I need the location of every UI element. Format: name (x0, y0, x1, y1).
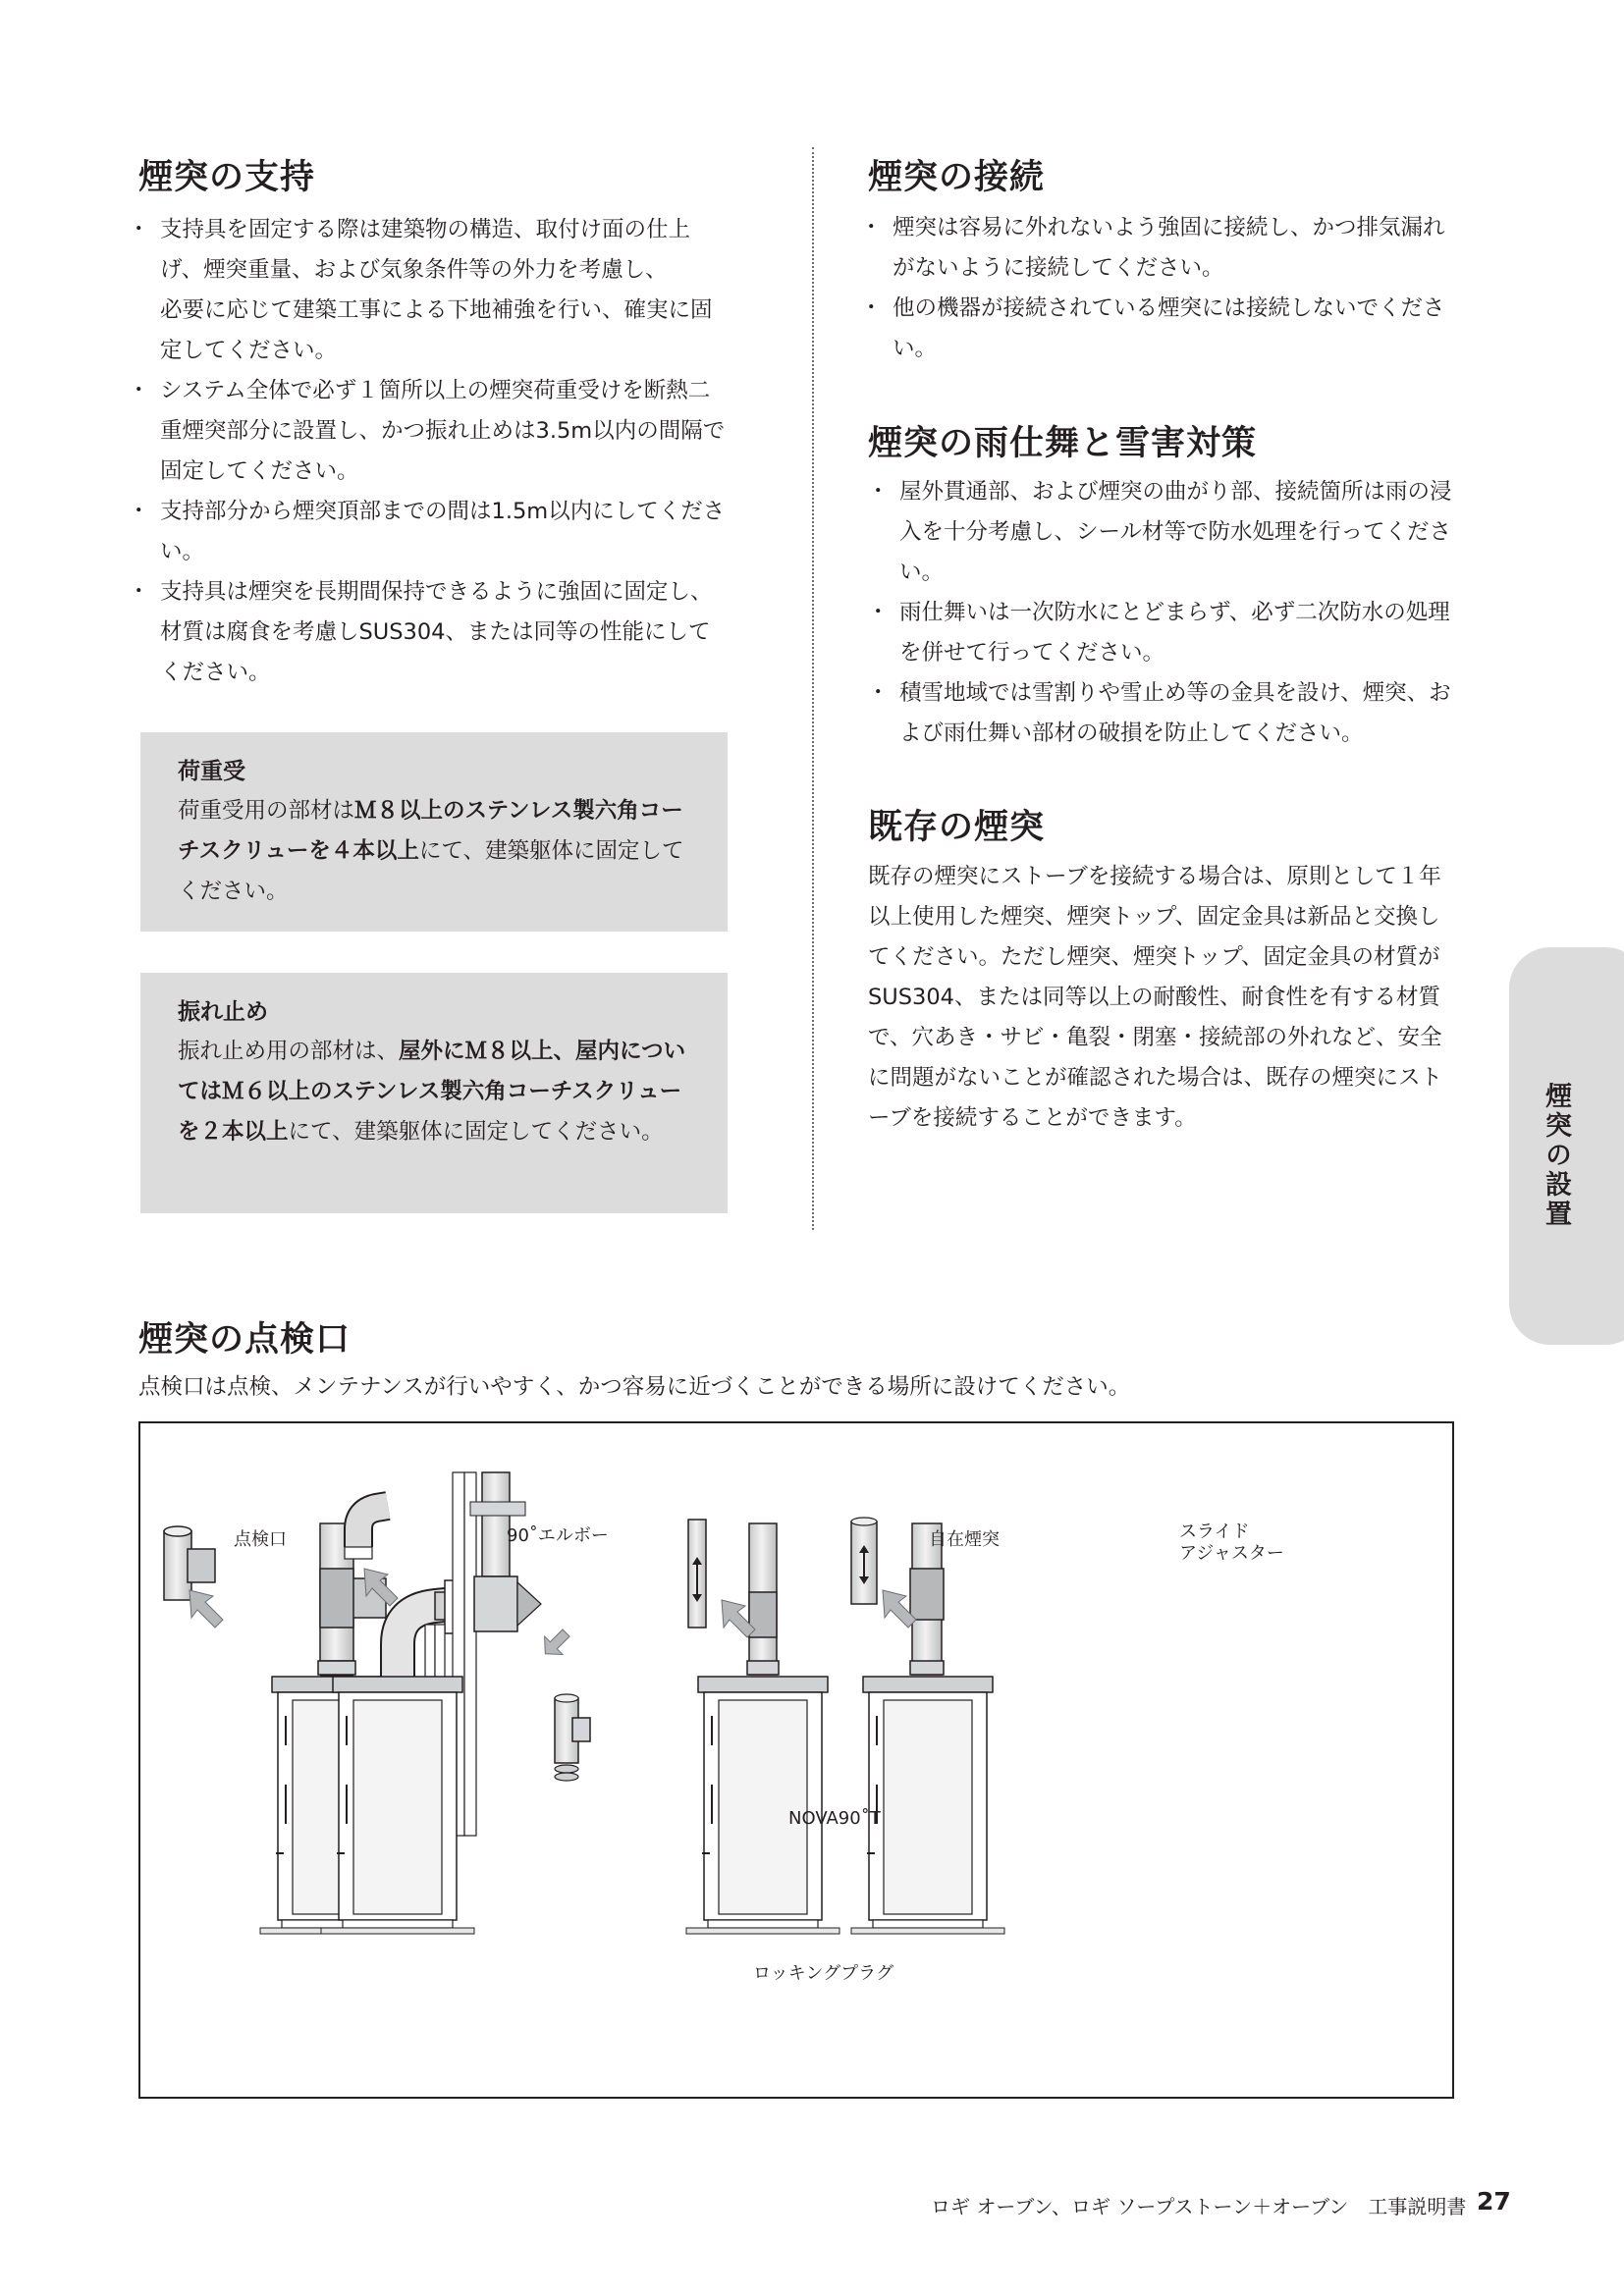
installation-figure (138, 1421, 1454, 2099)
inspection-port-label: 点検口 (234, 1529, 287, 1550)
list-item: ・ 雨仕舞いは一次防水にとどまらず、必ず二次防水の処理を併せて行ってください。 (877, 593, 1464, 673)
list-item: ・ 煙突は容易に外れないよう強固に接続し、かつ排気漏れがないように接続してください。 (870, 208, 1464, 289)
load-support-text: 荷重受用の部材はＭ８以上のステンレス製六角コーチスクリューを４本以上にて、建築躯体に固定してください。 (178, 798, 684, 904)
side-tab-label: 煙突の設置 (1541, 1082, 1571, 1229)
column-divider (812, 147, 814, 1230)
existing-heading: 既存の煙突 (868, 808, 1046, 847)
sway-stop-title: 振れ止め (178, 999, 268, 1025)
rain-list (877, 472, 1464, 754)
footer-manual-title: ロギ オーブン、ロギ ソープストーン＋オーブン 工事説明書 (931, 2195, 1467, 2218)
slide-adjuster-label-1: スライド (1179, 1522, 1250, 1542)
locking-plug-label: ロッキングプラグ (753, 1963, 894, 1984)
list-item: ・ 積雪地域では雪割りや雪止め等の金具を設け、煙突、および雨仕舞い部材の破損を防止してください。 (877, 673, 1464, 754)
load-support-title: 荷重受 (178, 759, 245, 784)
connection-list (870, 208, 1464, 369)
existing-text: 既存の煙突にストーブを接続する場合は、原則として１年以上使用した煙突、煙突トップ、固定金具は新品と交換してください。ただし煙突、煙突トップ、固定金具の材質がSUS304、または同等以上の耐酸性、耐食性を有する材質で、穴あき・サビ・亀裂・閉塞・接続部の外れなど、安全に問題がないことが確認された場合は、既存の煙突にストーブを接続することができます。 (868, 864, 1443, 1131)
inspection-text: 点検口は点検、メンテナンスが行いやすく、かつ容易に近づくことができる場所に設けてください。 (138, 1374, 1131, 1400)
sway-stop-text: 振れ止め用の部材は、屋外にＭ８以上、屋内についてはＭ６以上のステンレス製六角コーチスクリューを２本以上にて、建築躯体に固定してください。 (178, 1039, 686, 1145)
nova-tee-label: NOVA90˚T (788, 1808, 881, 1829)
list-item: ・ 他の機器が接続されている煙突には接続しないでください。 (870, 289, 1464, 369)
elbow-label: 90˚エルボー (507, 1525, 609, 1546)
page-number: 27 (1477, 2187, 1511, 2216)
list-item: ・ 支持具を固定する際は建築物の構造、取付け面の仕上げ、煙突重量、および気象条件等の外力を考慮し、 必要に応じて建築工事による下地補強を行い、確実に固定してください。 (137, 210, 731, 371)
list-item: ・ 屋外貫通部、および煙突の曲がり部、接続箇所は雨の浸入を十分考慮し、シール材等で防水処理を行ってください。 (877, 472, 1464, 593)
slide-adjuster-label-2: アジャスター (1179, 1543, 1284, 1564)
load-support-box (140, 732, 728, 932)
connection-heading: 煙突の接続 (868, 158, 1046, 197)
list-item: ・ 支持具は煙突を長期間保持できるように強固に固定し、材質は腐食を考慮しSUS304、または同等の性能にしてください。 (137, 572, 731, 693)
inspection-heading: 煙突の点検口 (138, 1320, 352, 1360)
support-list (137, 210, 731, 693)
free-chimney-label: 自在煙突 (929, 1529, 1000, 1550)
installation-diagram (140, 1423, 1452, 2097)
list-item: ・ 支持部分から煙突頂部までの間は1.5m以内にしてください。 (137, 492, 731, 572)
rain-heading: 煙突の雨仕舞と雪害対策 (868, 424, 1258, 463)
list-item: ・ システム全体で必ず１箇所以上の煙突荷重受けを断熱二重煙突部分に設置し、かつ振れ止めは3.5m以内の間隔で固定してください。 (137, 371, 731, 492)
support-heading: 煙突の支持 (138, 158, 316, 197)
sway-stop-box (140, 973, 728, 1213)
